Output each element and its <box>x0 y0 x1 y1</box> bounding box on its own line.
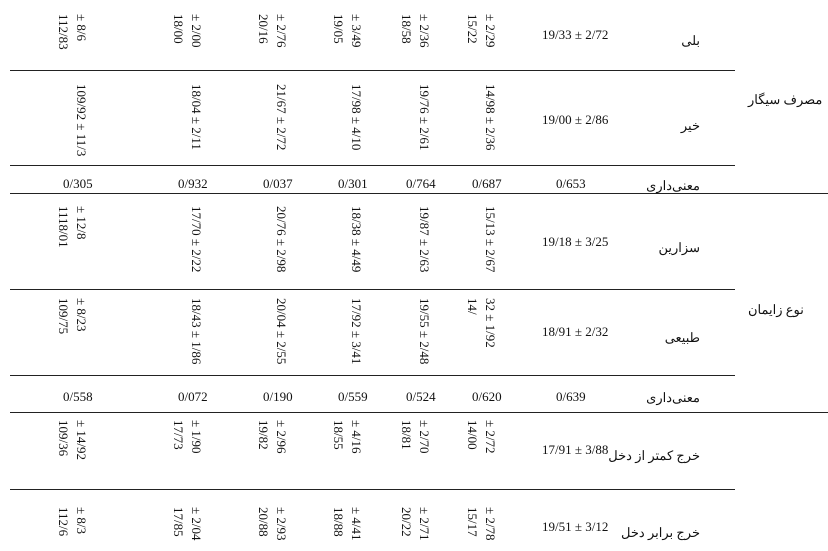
significance-value: 0/558 <box>63 389 93 404</box>
cell-value-line1: ± 2/36 <box>417 14 432 48</box>
significance-value: 0/764 <box>406 176 436 191</box>
cell-value-line2: 17/85 <box>171 507 186 537</box>
cell-value-line1: ± 2/00 <box>189 14 204 48</box>
row-divider <box>10 165 735 166</box>
cell-value-line1: ± 14/92 <box>74 420 89 460</box>
cell-value-line2: 20/16 <box>256 14 271 44</box>
row-divider <box>10 70 735 71</box>
mean-sd-value: 19/18 ± 3/25 <box>542 234 609 249</box>
cell-value-line2: 109/36 <box>56 420 71 457</box>
cell-value-line2: 18/58 <box>399 14 414 44</box>
cell-value-line1: ± 2/29 <box>483 14 498 48</box>
cell-value-line2: 112/83 <box>56 14 71 50</box>
cell-value-line1: ± 8/23 <box>74 298 89 332</box>
significance-value: 0/932 <box>178 176 208 191</box>
cell-value-line1: 15/13 ± 2/67 <box>483 206 498 273</box>
row-label: خرج برابر دخل <box>621 525 700 540</box>
row-label: خرج کمتر از دخل <box>608 448 700 463</box>
cell-value-line1: ± 2/93 <box>274 507 289 541</box>
cell-value-line2: 15/22 <box>465 14 480 44</box>
mean-sd-value: 17/91 ± 3/88 <box>542 442 609 457</box>
cell-value-line1: 18/38 ± 4/49 <box>349 206 364 273</box>
cell-value-line1: 18/04 ± 2/11 <box>189 84 204 150</box>
significance-value: 0/639 <box>556 389 586 404</box>
cell-value-line2: 20/88 <box>256 507 271 537</box>
significance-value: 0/559 <box>338 389 368 404</box>
cell-value-line1: 18/43 ± 1/86 <box>189 298 204 365</box>
cell-value-line1: 14/98 ± 2/36 <box>483 84 498 151</box>
cell-value-line1: 20/76 ± 2/98 <box>274 206 289 273</box>
significance-value: 0/305 <box>63 176 93 191</box>
cell-value-line2: 18/55 <box>331 420 346 450</box>
cell-value-line2: 18/88 <box>331 507 346 537</box>
cell-value-line2: 1118/01 <box>56 206 71 248</box>
significance-value: 0/524 <box>406 389 436 404</box>
cell-value-line1: 109/92 ± 11/3 <box>74 84 89 157</box>
cell-value-line1: ± 4/41 <box>349 507 364 541</box>
mean-sd-value: 18/91 ± 2/32 <box>542 324 609 339</box>
cell-value-line1: ± 2/76 <box>274 14 289 48</box>
cell-value-line1: ± 2/96 <box>274 420 289 454</box>
cell-value-line2: 19/05 <box>331 14 346 44</box>
cell-value-line2: 112/6 <box>56 507 71 537</box>
cell-value-line1: 19/87 ± 2/63 <box>417 206 432 273</box>
significance-value: 0/653 <box>556 176 586 191</box>
cell-value-line1: 20/04 ± 2/55 <box>274 298 289 365</box>
cell-value-line2: 19/82 <box>256 420 271 450</box>
significance-value: 0/687 <box>472 176 502 191</box>
cell-value-line1: 17/92 ± 3/41 <box>349 298 364 365</box>
row-divider <box>10 289 735 290</box>
row-label: سزارین <box>658 240 700 255</box>
section-divider <box>10 412 828 413</box>
cell-value-line1: ± 2/70 <box>417 420 432 454</box>
cell-value-line2: 20/22 <box>399 507 414 537</box>
mean-sd-value: 19/33 ± 2/72 <box>542 27 609 42</box>
cell-value-line1: ± 4/16 <box>349 420 364 454</box>
significance-value: 0/301 <box>338 176 368 191</box>
cell-value-line1: ± 1/90 <box>189 420 204 454</box>
row-label: خیر <box>680 118 700 133</box>
cell-value-line2: 18/81 <box>399 420 414 450</box>
cell-value-line2: 14/ <box>465 298 480 315</box>
cell-value-line1: ± 2/04 <box>189 507 204 541</box>
mean-sd-value: 19/51 ± 3/12 <box>542 519 609 534</box>
significance-value: 0/072 <box>178 389 208 404</box>
cell-value-line1: ± 2/72 <box>483 420 498 454</box>
group-label: نوع زایمان <box>748 302 804 317</box>
cell-value-line2: 17/73 <box>171 420 186 450</box>
cell-value-line1: 19/55 ± 2/48 <box>417 298 432 365</box>
cell-value-line1: ± 8/3 <box>74 507 89 534</box>
significance-value: 0/620 <box>472 389 502 404</box>
mean-sd-value: 19/00 ± 2/86 <box>542 112 609 127</box>
cell-value-line1: ± 2/78 <box>483 507 498 541</box>
group-label: مصرف سیگار <box>748 92 823 107</box>
cell-value-line1: ± 8/6 <box>74 14 89 41</box>
cell-value-line2: 14/00 <box>465 420 480 450</box>
row-label: بلی <box>681 33 700 48</box>
cell-value-line2: 18/00 <box>171 14 186 44</box>
cell-value-line1: ± 12/8 <box>74 206 89 240</box>
row-label: معنی‌داری <box>646 390 700 405</box>
row-label: طبیعی <box>664 330 700 345</box>
cell-value-line1: 17/98 ± 4/10 <box>349 84 364 151</box>
cell-value-line1: 19/76 ± 2/61 <box>417 84 432 151</box>
cell-value-line1: 32 ± 1/92 <box>483 298 498 348</box>
cell-value-line1: 17/70 ± 2/22 <box>189 206 204 273</box>
row-label: معنی‌داری <box>646 178 700 193</box>
row-divider <box>10 489 735 490</box>
cell-value-line1: ± 2/71 <box>417 507 432 541</box>
row-divider <box>10 375 735 376</box>
significance-value: 0/037 <box>263 176 293 191</box>
cell-value-line1: ± 3/49 <box>349 14 364 48</box>
cell-value-line1: 21/67 ± 2/72 <box>274 84 289 151</box>
significance-value: 0/190 <box>263 389 293 404</box>
cell-value-line2: 109/75 <box>56 298 71 335</box>
section-divider <box>10 193 828 194</box>
cell-value-line2: 15/17 <box>465 507 480 537</box>
